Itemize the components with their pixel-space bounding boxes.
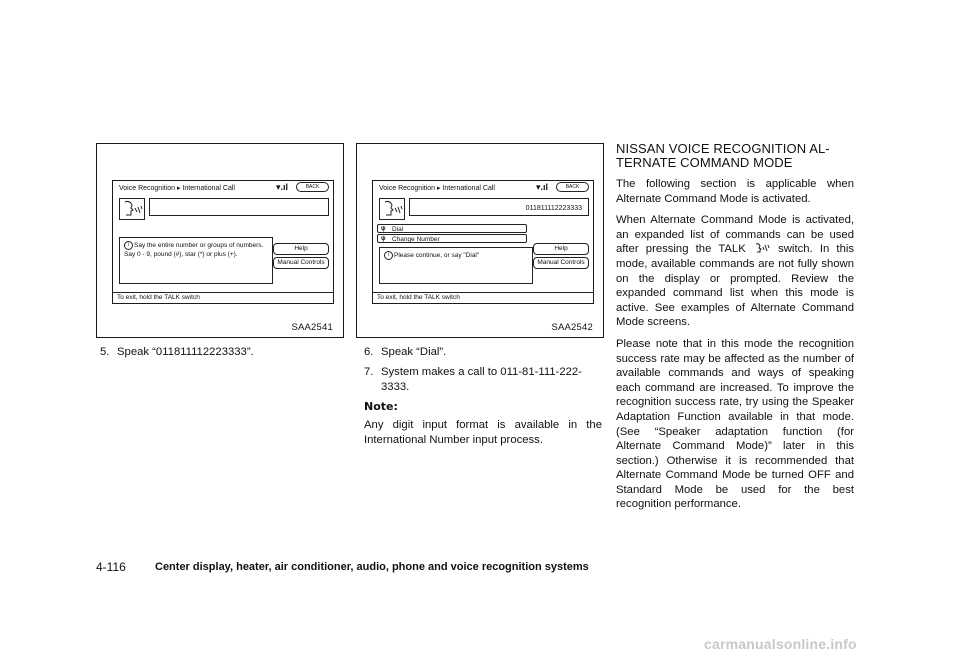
step-number: 7.: [364, 366, 374, 378]
back-button[interactable]: BACK: [296, 182, 329, 192]
section-title: Center display, heater, air conditioner, audio, phone and voice recognition systems: [155, 561, 589, 573]
instruction-text: Please continue, or say "Dial": [394, 252, 480, 259]
step-text: Speak “011811112223333”.: [117, 346, 254, 358]
voice-face-icon: [379, 198, 405, 220]
figure-caption: SAA2541: [291, 322, 333, 333]
screen-header: Voice Recognition ▸ International Call: [119, 185, 235, 192]
heading-line-1: NISSAN VOICE RECOGNITION AL-: [616, 141, 830, 156]
step-7: [364, 365, 604, 395]
screen-header: Voice Recognition ▸ International Call: [379, 185, 495, 192]
step-number: 5.: [100, 346, 110, 358]
step-text-line1: System makes a call to 011-81-111-222-: [381, 366, 582, 378]
step-number: 6.: [364, 346, 374, 358]
instruction-box: [379, 247, 533, 284]
voice-command-icon: ψ: [381, 226, 386, 232]
exit-instruction: To exit, hold the TALK switch: [373, 292, 593, 303]
help-button[interactable]: Help: [273, 243, 329, 255]
back-button[interactable]: BACK: [556, 182, 589, 192]
section-heading: [616, 142, 856, 170]
signal-icon: ▾.ıl: [536, 182, 549, 192]
list-item-dial[interactable]: ψ Dial: [377, 224, 527, 233]
instruction-box: [119, 237, 273, 284]
list-item-change-number[interactable]: ψ Change Number: [377, 234, 527, 243]
note-text: Any digit input format is available in the International Number input process.: [364, 419, 602, 446]
note-label: Note:: [364, 400, 398, 413]
number-input-display: [149, 198, 329, 216]
paragraph-2: When Alternate Command Mode is activated, an expanded list of commands can be used after pressing the TALK switch. In this mode, available commands are not fully shown on the display or prompted. Review the expanded command list when this mode is active. See examples of Alternate Command Mode screens.: [616, 214, 855, 329]
voice-command-icon: ψ: [381, 236, 386, 242]
help-button[interactable]: Help: [533, 243, 589, 255]
instruction-text: Say the entire number or groups of numbers. Say 0 - 9, pound (#), star (*) or plus (+).: [124, 242, 264, 258]
info-icon: i: [384, 251, 393, 260]
signal-icon: ▾.ıl: [276, 182, 289, 192]
voice-recognition-screen-2: [372, 180, 594, 304]
info-icon: i: [124, 241, 133, 250]
exit-instruction: To exit, hold the TALK switch: [113, 292, 333, 303]
voice-recognition-screen-1: [112, 180, 334, 304]
voice-face-icon: [119, 198, 145, 220]
page-number: 4-116: [96, 560, 126, 574]
paragraph-1: The following section is applicable when Alternate Command Mode is activated.: [616, 178, 854, 205]
manual-controls-button[interactable]: Manual Controls: [533, 257, 589, 269]
talk-switch-icon: [753, 242, 771, 253]
heading-line-2: TERNATE COMMAND MODE: [616, 155, 793, 170]
paragraph-3: Please note that in this mode the recognition success rate may be affected as the number of available commands and ways of speaking each command are increased. To improve the recognition success rate, try using the Speaker Adaptation Function available in that mode. (See “Speaker adaptation function (for Alternate Command Mode)” later in this section.) Otherwise it is recommended that Alternate Command Mode be turned OFF and Standard Mode be used for the best recognition performance.: [616, 337, 854, 511]
step-text-line2: 3333.: [381, 380, 410, 393]
number-input-display: 011811112223333: [409, 198, 589, 216]
manual-controls-button[interactable]: Manual Controls: [273, 257, 329, 269]
step-text: Speak “Dial”.: [381, 346, 447, 358]
section-body: [616, 177, 854, 519]
watermark: carmanualsonline.info: [704, 636, 857, 652]
figure-1: [96, 143, 344, 338]
figure-caption: SAA2542: [551, 322, 593, 333]
figure-2: [356, 143, 604, 338]
